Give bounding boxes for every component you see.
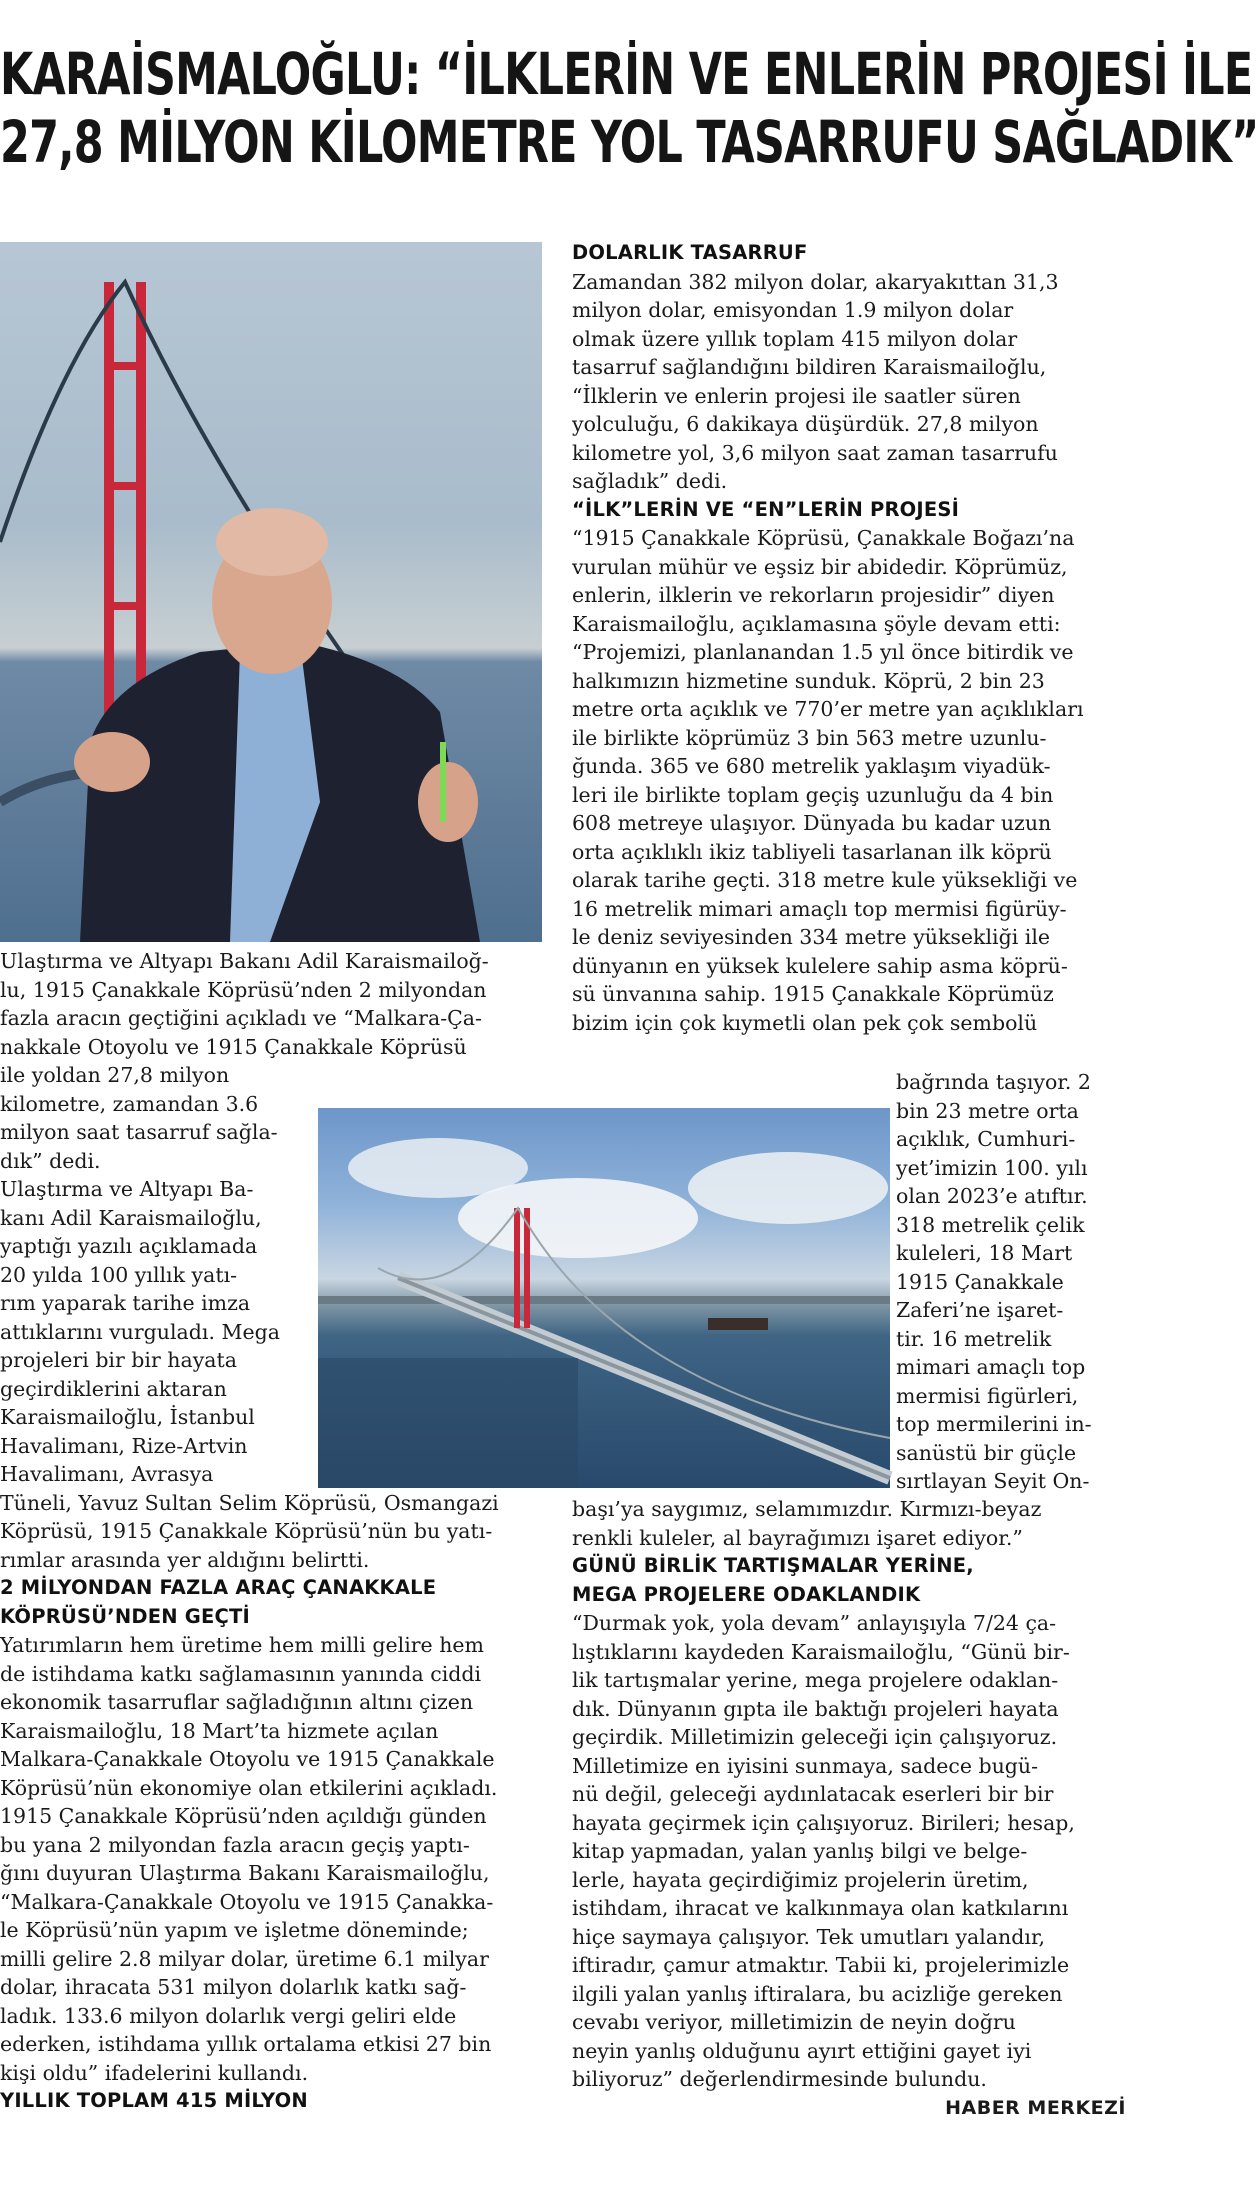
body-line: sanüstü bir güçle [896,1440,1077,1465]
body-line: iftiradır, çamur atmaktır. Tabii ki, projelerimizle [572,1953,1070,1977]
body-line: Ulaştırma ve Altyapı Ba- [0,1177,254,1201]
body-line: yolculuğu, 6 dakikaya düşürdük. 27,8 milyon [572,412,1039,436]
body-line: mimari amaçlı top [896,1355,1086,1379]
body-line: sağladık” dedi. [572,469,728,493]
body-line: geçirdik. Milletimizin geleceği için çalışıyoruz. [572,1725,1058,1749]
body-line: halkımızın hizmetine sunduk. Köprü, 2 bin 23 [572,668,1045,693]
body-line: Köprüsü’nün ekonomiye olan etkilerini açıkladı. [0,1775,498,1800]
body-line: başı’ya saygımız, selamımızdır. Kırmızı-beyaz [572,1497,1042,1521]
body-line: lik tartışmalar yerine, mega projelere odaklan- [572,1668,1059,1692]
headline [0,40,1259,176]
body-line: Malkara-Çanakkale Otoyolu ve 1915 Çanakkale [0,1747,495,1771]
subheading-ilklerin: “İLK”LERİN VE “EN”LERİN PROJESİ [572,497,960,521]
body-line: bu yana 2 milyondan fazla aracın geçiş yaptı- [0,1832,470,1857]
body-line: rım yaparak tarihe imza [0,1291,251,1315]
subheading-gunu-birlik: GÜNÜ BİRLİK TARTIŞMALAR YERİNE, [572,1554,974,1577]
body-line: kanı Adil Karaismailoğlu, [0,1205,262,1230]
body-line: sırtlayan Seyit On- [896,1469,1090,1493]
body-line: Karaismailoğlu, 18 Mart’ta hizmete açılan [0,1718,439,1743]
body-line: cevabı veriyor, milletimizin de neyin doğru [572,2010,1016,2034]
body-line: ile yoldan 27,8 milyon [0,1063,230,1087]
body-line: le Köprüsü’nün yapım ve işletme döneminde; [0,1918,469,1942]
subheading-araç: 2 MİLYONDAN FAZLA ARAÇ ÇANAKKALE [0,1576,437,1599]
body-line: milyon saat tasarruf sağla- [0,1120,278,1144]
body-line: vurulan mühür ve eşsiz bir abidedir. Köprümüz, [572,554,1068,579]
body-line: ladık. 133.6 milyon dolarlık vergi geliri elde [0,2003,457,2028]
body-line: lu, 1915 Çanakkale Köprüsü’nden 2 milyondan [0,977,487,1002]
body-line: 16 metrelik mimari amaçlı top mermisi figürüy- [572,896,1067,921]
body-line: olan 2023’e atıftır. [896,1184,1088,1208]
body-line: Havalimanı, Rize-Artvin [0,1433,248,1458]
body-line: rımlar arasında yer aldığını belirtti. [0,1547,370,1572]
body-line: le deniz seviyesinden 334 metre yüksekliği ile [572,925,1051,949]
body-line: “Projemizi, planlanandan 1.5 yıl önce bitirdik ve [572,640,1074,664]
body-line: Köprüsü, 1915 Çanakkale Köprüsü’nün bu yatı- [0,1519,493,1543]
body-line: olarak tarihe geçti. 318 metre kule yüksekliği ve [572,868,1078,892]
body-line: metre orta açıklık ve 770’er metre yan açıklıkları [572,697,1084,721]
body-line: kitap yapmadan, yalan yanlış bilgi ve belge- [572,1839,1028,1863]
body-line: “Malkara-Çanakkale Otoyolu ve 1915 Çanakka- [0,1889,494,1914]
body-line: lıştıklarını kaydeden Karaismailoğlu, “Günü bir- [572,1639,1070,1664]
body-line: Havalimanı, Avrasya [0,1462,214,1486]
body-line: 318 metrelik çelik [896,1212,1085,1237]
minister-portrait-photo [0,242,542,942]
subheading-yillik: YILLIK TOPLAM 415 MİLYON [0,2089,308,2112]
body-line: ğını duyuran Ulaştırma Bakanı Karaismailoğlu, [0,1861,490,1885]
body-line: istihdam, ihracat ve kalkınmaya olan katkılarını [572,1896,1069,1920]
body-line: renkli kuleler, al bayrağımızı işaret ediyor.” [572,1525,1023,1550]
body-line: sü ünvanına sahip. 1915 Çanakkale Köprümüz [572,982,1054,1006]
body-line: lerle, hayata geçirdiğimiz projelerin üretim, [572,1867,1029,1892]
body-line: bağrında taşıyor. 2 [896,1070,1091,1094]
body-line: neyin yanlış olduğunu ayırt ettiğini gayet iyi [572,2038,1032,2063]
subheading-gunu-birlik-2: MEGA PROJELERE ODAKLANDIK [572,1582,921,1606]
body-line: ekonomik tasarruflar sağladığının altını çizen [0,1690,474,1714]
body-line: top mermilerini in- [896,1412,1092,1436]
body-line: “İlklerin ve enlerin projesi ile saatler süren [572,383,1021,408]
body-line: yaptığı yazılı açıklamada [0,1234,258,1258]
body-line: tasarruf sağlandığını bildiren Karaismailoğlu, [572,355,1047,379]
body-line: Zaferi’ne işaret- [896,1298,1064,1322]
body-line: ederken, istihdama yıllık ortalama etkisi 27 bin [0,2032,492,2056]
right-column-narrow [896,1068,1126,1496]
body-line: 1915 Çanakkale Köprüsü’nden açıldığı günden [0,1804,487,1828]
body-line: kilometre yol, 3,6 milyon saat zaman tasarrufu [572,440,1058,465]
body-line: nakkale Otoyolu ve 1915 Çanakkale Köprüsü [0,1034,467,1059]
body-line: Karaismailoğlu, İstanbul [0,1405,255,1429]
body-line: açıklık, Cumhuri- [896,1127,1076,1151]
body-line: biliyoruz” değerlendirmesinde bulundu. [572,2067,987,2091]
body-line: fazla aracın geçtiğini açıkladı ve “Malkara-Ça- [0,1006,482,1030]
body-line: dünyanın en yüksek kulelere sahip asma köprü- [572,953,1068,978]
headline-line-2: 27,8 MİLYON KİLOMETRE YOL TASARRUFU SAĞLADIK” [0,108,1259,176]
body-line: 1915 Çanakkale [896,1269,1064,1294]
body-line: hayata geçirmek için çalışıyoruz. Birileri; hesap, [572,1810,1075,1835]
body-line: hiçe saymaya çalışıyor. Tek umutları yalandır, [572,1924,1046,1949]
body-line: bin 23 metre orta [896,1098,1079,1123]
right-column-bottom [572,1495,1126,2122]
body-line: nü değil, geleceği aydınlatacak eserleri bir bir [572,1782,1054,1806]
body-line: orta açıklıklı ikiz tabliyeli tasarlanan ilk köprü [572,839,1052,864]
body-line: dık. Dünyanın gıpta ile baktığı projeleri hayata [572,1696,1059,1721]
body-line: olmak üzere yıllık toplam 415 milyon dolar [572,326,1018,351]
right-column-top [572,239,1126,1037]
body-line: projeleri bir bir hayata [0,1348,237,1372]
body-line: milyon dolar, emisyondan 1.9 milyon dolar [572,298,1014,322]
body-line: Ulaştırma ve Altyapı Bakanı Adil Karaismailoğ- [0,949,489,973]
body-line: mermisi figürleri, [896,1383,1079,1408]
body-line: ile birlikte köprümüz 3 bin 563 metre uzunlu- [572,725,1047,750]
body-line: Tüneli, Yavuz Sultan Selim Köprüsü, Osmangazi [0,1490,499,1515]
body-line: 20 yılda 100 yıllık yatı- [0,1262,238,1287]
byline: HABER MERKEZİ [945,2096,1126,2119]
body-line: ilgili yalan yanlış iftiralara, bu acizliğe gereken [572,1981,1063,2006]
body-line: 608 metreye ulaşıyor. Dünyada bu kadar uzun [572,811,1052,835]
body-line: dolar, ihracata 531 milyon dolarlık katkı sağ- [0,1975,467,1999]
body-line: Karaismailoğlu, açıklamasına şöyle devam etti: [572,611,1061,636]
body-line: dık” dedi. [0,1148,101,1173]
left-column-intro [0,947,560,2116]
subheading-araç-2: KÖPRÜSÜ’NDEN GEÇTİ [0,1604,250,1628]
body-line: geçirdiklerini aktaran [0,1376,227,1401]
body-line: leri ile birlikte toplam geçiş uzunluğu da 4 bin [572,782,1054,807]
body-line: attıklarını vurguladı. Mega [0,1319,280,1344]
body-line: kişi oldu” ifadelerini kullandı. [0,2060,309,2085]
body-line: bizim için çok kıymetli olan pek çok sembolü [572,1010,1038,1035]
body-line: Zamandan 382 milyon dolar, akaryakıttan 31,3 [572,269,1059,294]
body-line: “1915 Çanakkale Köprüsü, Çanakkale Boğazı’na [572,526,1075,550]
body-line: ğunda. 365 ve 680 metrelik yaklaşım viyadük- [572,754,1051,778]
body-line: kilometre, zamandan 3.6 [0,1091,259,1116]
subheading-dolarlik: DOLARLIK TASARRUF [572,241,808,264]
body-line: de istihdama katkı sağlamasının yanında ciddi [0,1661,482,1686]
body-line: enlerin, ilklerin ve rekorların projesidir” diyen [572,583,1055,607]
body-line: yet’imizin 100. yılı [896,1155,1088,1180]
body-line: kuleleri, 18 Mart [896,1241,1073,1265]
body-line: milli gelire 2.8 milyar dolar, üretime 6.1 milyar [0,1946,489,1971]
body-line: “Durmak yok, yola devam” anlayışıyla 7/24 ça- [572,1611,1057,1635]
portrait-illustration [0,242,542,942]
headline-line-1: KARAİSMALOĞLU: “İLKLERİN VE ENLERİN PROJESİ İLE [0,40,1253,108]
body-line: Milletimize en iyisini sunmaya, sadece bugü- [572,1753,1039,1778]
body-line: Yatırımların hem üretime hem milli gelire hem [0,1633,484,1657]
body-line: tir. 16 metrelik [896,1326,1052,1351]
